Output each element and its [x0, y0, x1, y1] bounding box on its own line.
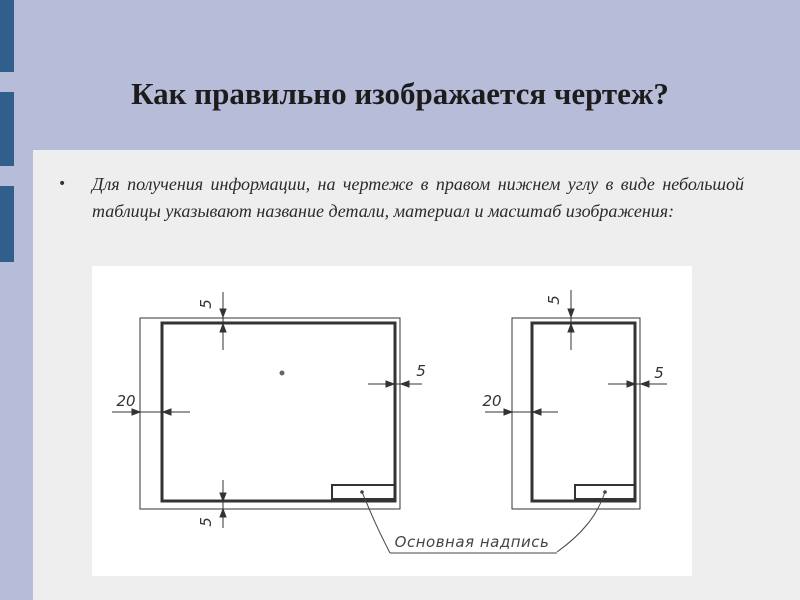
- dimension-left-portrait: 20: [482, 392, 502, 410]
- callout-label: Основная надпись: [394, 533, 550, 551]
- drawing-figure: [92, 266, 692, 576]
- drawing-frame-landscape: [162, 323, 395, 501]
- dimension-top-portrait: 5: [545, 295, 563, 305]
- bullet-icon: •: [58, 176, 67, 192]
- slide-title: Как правильно изображается чертеж?: [131, 76, 669, 111]
- dimension-top-landscape: 5: [197, 299, 215, 309]
- accent-bar-top: [0, 0, 14, 72]
- accent-bar-bottom: [0, 186, 14, 262]
- sheet-outer-border-landscape: [140, 318, 400, 509]
- dimension-right-landscape: 5: [416, 362, 426, 380]
- dimension-bottom-landscape: 5: [197, 517, 215, 527]
- center-mark-dot: [280, 371, 285, 376]
- dimension-right-portrait: 5: [654, 364, 664, 382]
- body-text: Для получения информации, на чертеже в правом нижнем углу в виде небольшой таблицы указывают название детали, материал и масштаб изображения:: [92, 174, 744, 221]
- drawing-frames-svg: [92, 266, 692, 576]
- dimension-left-landscape: 20: [116, 392, 136, 410]
